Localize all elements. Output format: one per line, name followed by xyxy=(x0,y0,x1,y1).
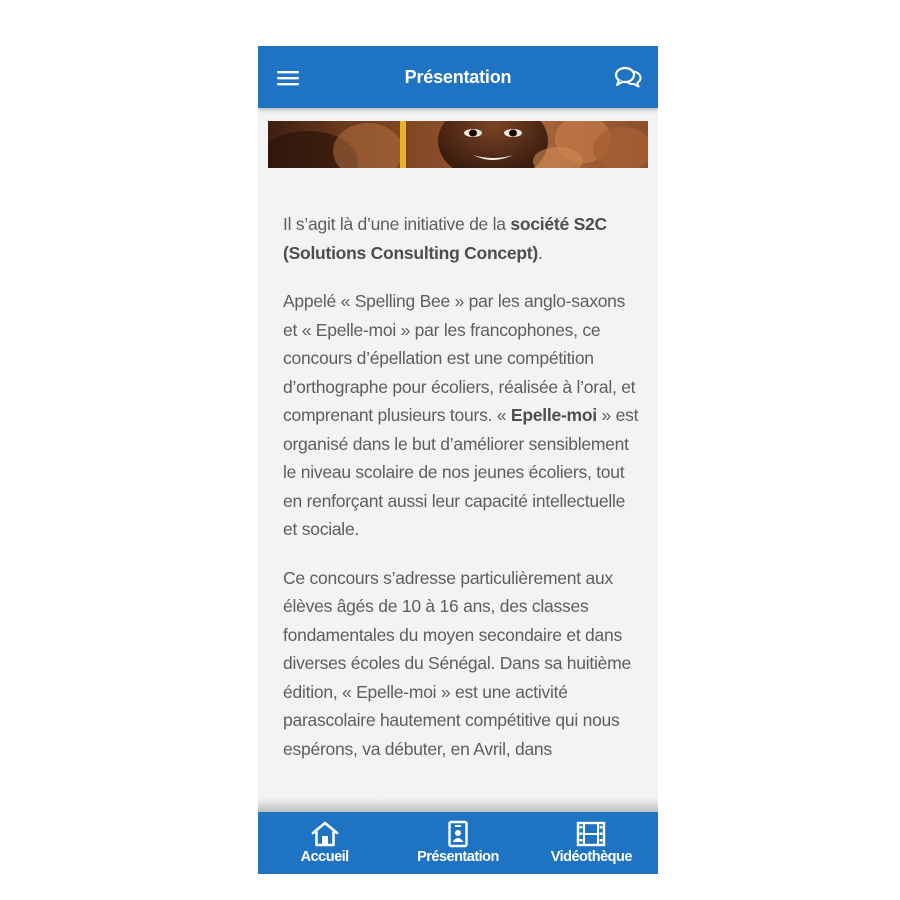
nav-shadow xyxy=(258,798,658,812)
id-badge-icon xyxy=(443,820,473,848)
company-name: société S2C (Solutions Consulting Concept) xyxy=(283,214,607,263)
description-paragraph: Appelé « Spelling Bee » par les anglo-saxons et « Epelle-moi » par les francophones, ce concours d’épellation est une compétition d’orthographe pour écoliers, réalisée à l’oral, et comprenant plusieurs tours. « Epelle-moi » est organisé dans le but d’améliorer sensiblement le niveau scolaire de nos jeunes écoliers, tout en renforçant aussi leur capacité intellectuelle et sociale. xyxy=(283,291,639,539)
nav-item-accueil[interactable] xyxy=(258,812,391,874)
chat-button[interactable] xyxy=(612,63,644,91)
app-bar xyxy=(258,46,658,108)
nav-label-accueil: Accueil xyxy=(300,849,349,865)
presentation-content[interactable] xyxy=(258,108,658,812)
nav-label-videotheque: Vidéothèque xyxy=(550,849,632,865)
intro-paragraph: Il s’agit là d’une initiative de la société S2C (Solutions Consulting Concept). xyxy=(283,214,607,263)
page-title: Présentation xyxy=(404,67,512,87)
hamburger-menu-icon xyxy=(276,69,300,87)
chat-bubbles-icon xyxy=(614,65,642,89)
nav-item-presentation[interactable] xyxy=(391,812,524,874)
bottom-navigation xyxy=(258,812,658,874)
hero-image xyxy=(268,121,648,168)
presentation-text xyxy=(283,210,643,783)
home-icon xyxy=(310,820,340,848)
contest-name: Epelle-moi xyxy=(510,405,597,425)
film-icon xyxy=(576,820,606,848)
nav-item-videotheque[interactable] xyxy=(525,812,658,874)
audience-paragraph: Ce concours s’adresse particulièrement aux élèves âgés de 10 à 16 ans, des classes fondamentales du moyen secondaire et dans diverses écoles du Sénégal. Dans sa huitième édition, « Epelle-moi » est une activité parascolaire hautement compétitive qui nous espérons, va débuter, en Avril, dans xyxy=(283,567,631,759)
nav-label-presentation: Présentation xyxy=(417,849,499,865)
menu-button[interactable] xyxy=(272,65,304,91)
app-screen xyxy=(258,46,658,874)
